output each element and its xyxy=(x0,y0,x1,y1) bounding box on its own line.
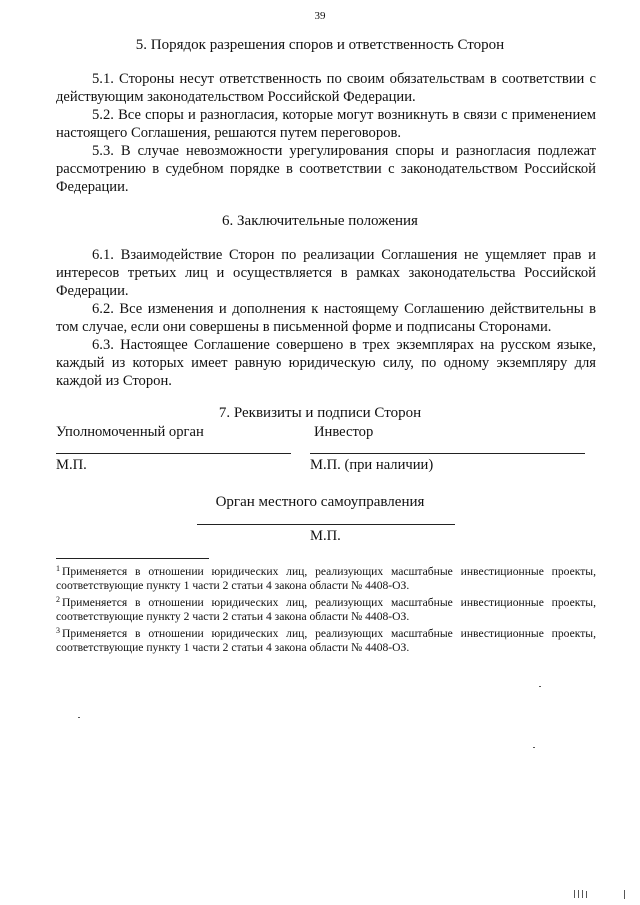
scan-mark xyxy=(578,890,579,898)
section-6-heading: 6. Заключительные положения xyxy=(222,213,418,229)
paragraph-6-1-text: 6.1. Взаимодействие Сторон по реализации Соглашения не ущемляет прав и интересов третьих лиц и осуществляется в рамках законодательства Российской Федерации. xyxy=(56,247,596,299)
investor-signature-line xyxy=(310,453,585,454)
footnote-1 xyxy=(56,562,596,593)
section-5-heading: 5. Порядок разрешения споров и ответственность Сторон xyxy=(135,37,505,53)
scan-mark xyxy=(574,890,575,898)
paragraph-5-1-text: 5.1. Стороны несут ответственность по своим обязательствам в соответствии с действующим законодательством Российской Федерации. xyxy=(56,71,596,105)
stamp-place-right: М.П. (при наличии) xyxy=(310,457,434,473)
scan-speck xyxy=(78,717,80,718)
scan-mark xyxy=(586,891,587,898)
paragraph-5-2 xyxy=(56,106,596,142)
section-7-heading: 7. Реквизиты и подписи Сторон xyxy=(218,405,422,421)
scan-speck xyxy=(533,747,535,748)
authorized-body-label: Уполномоченный орган xyxy=(56,424,204,440)
paragraph-5-1 xyxy=(56,70,596,106)
local-government-label: Орган местного самоуправления xyxy=(215,494,425,510)
scan-mark xyxy=(582,890,583,898)
footnote-2-mark: 2 xyxy=(56,595,60,604)
paragraph-6-2-text: 6.2. Все изменения и дополнения к настоящему Соглашению действительны в том случае, если они совершены в письменной форме и подписаны Сторонами. xyxy=(56,301,596,335)
local-government-signature-line xyxy=(197,524,455,525)
paragraph-5-2-text: 5.2. Все споры и разногласия, которые могут возникнуть в связи с применением настоящего Соглашения, решаются путем переговоров. xyxy=(56,107,596,141)
scan-speck xyxy=(539,686,541,687)
footnote-3 xyxy=(56,624,596,655)
authorized-body-signature-line xyxy=(56,453,291,454)
footnote-1-mark: 1 xyxy=(56,564,60,573)
paragraph-6-3 xyxy=(56,336,596,390)
footnote-2-text: Применяется в отношении юридических лиц, реализующих масштабные инвестиционные проекты, соответствующие пункту 2 части 2 статьи 4 закона области № 4408-ОЗ. xyxy=(56,596,596,623)
footnote-3-mark: 3 xyxy=(56,626,60,635)
scan-mark xyxy=(624,890,625,899)
investor-label: Инвестор xyxy=(314,424,374,440)
footnote-2 xyxy=(56,593,596,624)
paragraph-6-1 xyxy=(56,246,596,300)
footnote-3-text: Применяется в отношении юридических лиц, реализующих масштабные инвестиционные проекты, соответствующие пункту 1 части 2 статьи 4 закона области № 4408-ОЗ. xyxy=(56,627,596,654)
footnote-separator xyxy=(56,558,209,559)
footnote-1-text: Применяется в отношении юридических лиц, реализующих масштабные инвестиционные проекты, соответствующие пункту 1 части 2 статьи 4 закона области № 4408-ОЗ. xyxy=(56,565,596,592)
page-number: 39 xyxy=(314,10,326,22)
stamp-place-bottom: М.П. xyxy=(310,528,341,544)
paragraph-5-3-text: 5.3. В случае невозможности урегулирования споры и разногласия подлежат рассмотрению в судебном порядке в соответствии с законодательством Российской Федерации. xyxy=(56,143,596,195)
stamp-place-left: М.П. xyxy=(56,457,87,473)
paragraph-6-3-text: 6.3. Настоящее Соглашение совершено в трех экземплярах на русском языке, каждый из которых имеет равную юридическую силу, по одному экземпляру для каждой из Сторон. xyxy=(56,337,596,389)
paragraph-5-3 xyxy=(56,142,596,196)
paragraph-6-2 xyxy=(56,300,596,336)
